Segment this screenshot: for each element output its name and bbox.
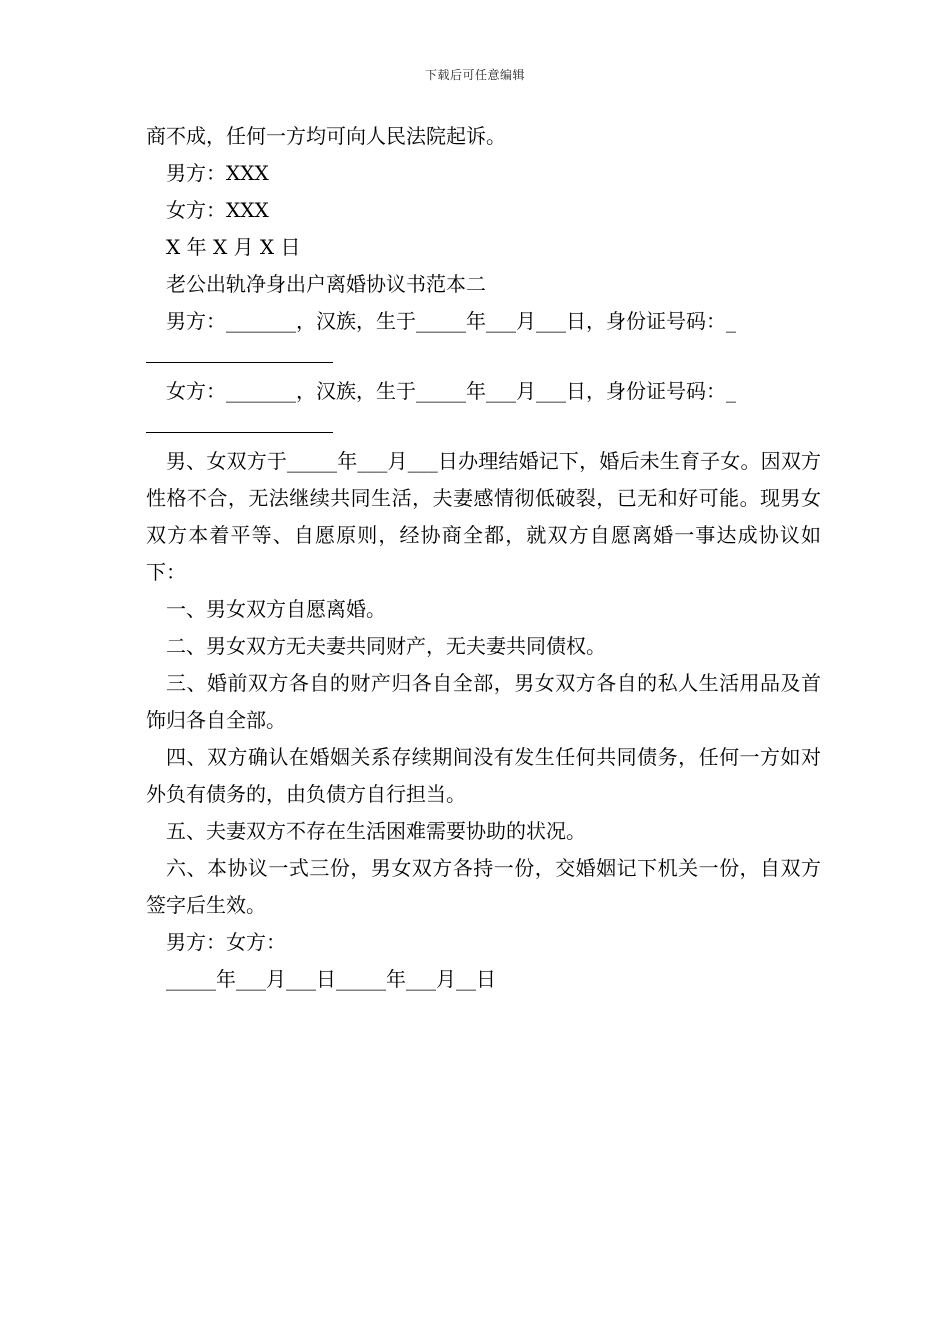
paragraph-continuation: 商不成，任何一方均可向人民法院起诉。 xyxy=(146,124,506,148)
clause-5: 五、夫妻双方不存在生活困难需要协助的状况。 xyxy=(166,819,586,843)
intro-paragraph: 男、女双方于_____年___月___日办理结婚记下，婚后未生育子女。因双方性格不合，无法继续共同生活，夫妻感情彻低破裂，已无和好可能。现男女双方本着平等、自愿原则，经协商全都，就双方自愿离婚一事达成协议如下： xyxy=(146,449,821,584)
final-signatures: 男方：女方： xyxy=(166,930,286,954)
document-body xyxy=(146,118,821,998)
clause-1: 一、男女双方自愿离婚。 xyxy=(166,597,386,621)
man-info-line: 男方：_______，汉族，生于_____年___月___日，身份证号码：_ xyxy=(166,309,736,333)
date-line: X 年 X 月 X 日 xyxy=(166,235,301,259)
clause-6: 六、本协议一式三份，男女双方各持一份，交婚姻记下机关一份，自双方签字后生效。 xyxy=(146,856,821,917)
clause-2: 二、男女双方无夫妻共同财产，无夫妻共同债权。 xyxy=(166,634,606,658)
clause-4: 四、双方确认在婚姻关系存续期间没有发生任何共同债务，任何一方如对外负有债务的，由负债方自行担当。 xyxy=(146,745,821,806)
woman-signature-line: 女方：XXX xyxy=(166,198,269,222)
page-header: 下载后可任意编辑 xyxy=(424,68,525,82)
man-signature-line: 男方：XXX xyxy=(166,161,269,185)
clause-3: 三、婚前双方各自的财产归各自全部，男女双方各自的私人生活用品及首饰归各自全部。 xyxy=(146,671,821,732)
section-title: 老公出轨净身出户离婚协议书范本二 xyxy=(166,272,486,296)
final-sign-dates: _____年___月___日_____年___月__日 xyxy=(166,967,496,991)
woman-info-line: 女方：_______，汉族，生于_____年___月___日，身份证号码：_ xyxy=(166,379,736,403)
